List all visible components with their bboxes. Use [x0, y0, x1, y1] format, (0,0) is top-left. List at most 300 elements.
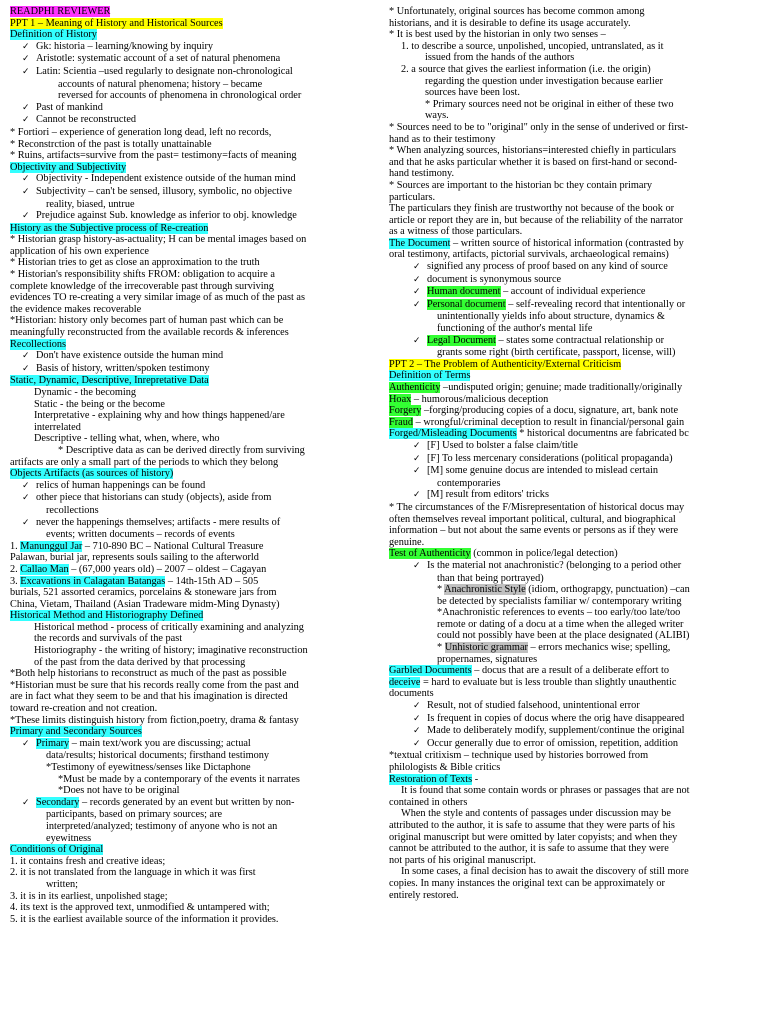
left-line: 3. Excavations in Calagatan Batangas – 14th-15th AD – 505 — [10, 575, 259, 587]
body-text: issued from the hands of the authors — [425, 52, 575, 64]
body-text: 3. it is in its earliest, unpolished stage; — [10, 890, 168, 902]
body-text: *Must be made by a contemporary of the events it narrates — [58, 773, 300, 785]
body-text: 2. it is not translated from the language in which it was first — [10, 867, 256, 879]
left-line: ✓ Secondary – records generated by an event but written by non- — [10, 797, 378, 810]
body-text: [F] To less mercenary considerations (political propaganda) — [427, 452, 673, 464]
body-text: 1. it contains fresh and creative ideas; — [10, 855, 166, 867]
highlighted-term: Forgery — [389, 405, 422, 417]
left-line — [10, 668, 378, 680]
body-text: * The circumstances of the F/Misrepresentation of historical docus may — [389, 501, 685, 513]
body-text: attributed to the author, it is safe to assume that they were parts of his — [389, 819, 675, 831]
body-text: Gk: historia – learning/knowing by inquiry — [36, 40, 214, 52]
right-line — [389, 465, 759, 478]
left-line — [10, 610, 378, 622]
right-line — [389, 843, 759, 855]
highlighted-term: Secondary — [36, 796, 80, 808]
checkmark-icon — [22, 480, 36, 491]
body-text: * Historian's responsibility shifts FROM: obligation to acquire a — [10, 269, 275, 281]
left-line — [10, 715, 378, 727]
left-line — [10, 327, 378, 339]
highlighted-heading: Definition of History — [10, 29, 97, 41]
checkmark-icon — [22, 517, 36, 528]
right-line — [389, 440, 759, 453]
right-line — [389, 785, 759, 797]
body-text: * It is best used by the historian in only two senses – — [389, 29, 606, 41]
right-line — [389, 215, 759, 227]
body-text: * Sources need to be to "original" only in the sense of underived or first- — [389, 121, 688, 133]
left-line — [10, 127, 378, 139]
body-text: article or report they are in, but because of the reliability of the narrator — [389, 214, 683, 226]
body-text: [M] some genuine docus are intended to mislead certain — [427, 465, 659, 477]
body-text: other piece that historians can study (objects), aside from — [36, 492, 272, 504]
left-line — [10, 79, 378, 91]
checkmark-icon — [22, 173, 36, 184]
left-line — [10, 114, 378, 127]
body-text: * Ruins, artifacts=survive from the past= testimony=facts of meaning — [10, 150, 297, 162]
left-line — [10, 657, 378, 669]
body-text: Latin: Scientia –used regularly to designate non-chronological — [36, 65, 293, 77]
body-text: hand as to their testimony — [389, 133, 496, 145]
left-line — [10, 914, 378, 926]
body-text: When the style and contents of passages under discussion may be — [401, 808, 671, 820]
body-text: cannot be attributed to the author, it is safe to assume that they were — [389, 843, 669, 855]
highlighted-term: Fraud — [389, 416, 414, 428]
left-line — [10, 457, 378, 469]
left-line — [10, 90, 378, 102]
body-text: 1. to describe a source, unpolished, uncopied, untranslated, as it — [401, 40, 664, 52]
left-line — [10, 186, 378, 199]
left-line — [10, 150, 378, 162]
left-line — [10, 234, 378, 246]
right-line — [389, 261, 759, 274]
body-text: original manuscript but were omitted by later copyists; and when they — [389, 831, 678, 843]
checkmark-icon — [22, 41, 36, 52]
body-text: The particulars they finish are trustworthy not because of the book or — [389, 203, 675, 215]
left-line — [10, 785, 378, 797]
body-text: Aristotle: systematic account of a set of natural phenomena — [36, 53, 281, 65]
body-text: Historiography - the writing of history; imaginative reconstruction — [34, 645, 308, 657]
right-line — [389, 359, 759, 371]
body-text: functioning of the author's mental life — [437, 323, 593, 335]
left-line — [10, 6, 378, 18]
body-text: information – but not about the same events or persons as if they were — [389, 525, 679, 537]
right-line — [389, 274, 759, 287]
body-text: Occur generally due to error of omission, repetition, addition — [427, 737, 679, 749]
body-text: * Unfortunately, original sources has become common among — [389, 6, 645, 17]
checkmark-icon — [22, 210, 36, 221]
body-text: * Primary sources need not be original in either of these two — [425, 98, 674, 110]
right-line — [389, 560, 759, 573]
body-text: data/results; historical documents; firsthand testimony — [46, 750, 270, 762]
right-line — [389, 713, 759, 726]
body-text: are in fact what they seem to be and that his imagination is directed — [10, 691, 288, 703]
body-text: eyewitness — [46, 832, 92, 844]
body-text: recollections — [46, 504, 99, 516]
body-text: of the past from the data derived by that processing — [34, 656, 246, 668]
right-line — [389, 596, 759, 608]
body-text: the evidence makes recoverable — [10, 303, 142, 315]
body-text: documents — [389, 688, 434, 700]
body-text: Interpretative - explaining why and how things happened/are — [34, 410, 285, 422]
body-text: reality, biased, untrue — [46, 198, 135, 210]
checkmark-icon — [413, 261, 427, 272]
right-line — [389, 203, 759, 215]
body-text: accounts of natural phenomena; history – became — [58, 78, 263, 90]
left-line — [10, 622, 378, 634]
body-text: * Descriptive data as can be derived directly from surviving — [58, 444, 305, 456]
left-line — [10, 821, 378, 833]
body-text: * Sources are important to the historian bc they contain primary — [389, 179, 653, 191]
left-line — [10, 891, 378, 903]
right-line — [389, 514, 759, 526]
checkmark-icon — [413, 299, 427, 310]
left-line — [10, 139, 378, 151]
right-line — [389, 226, 759, 238]
checkmark-icon — [413, 453, 427, 464]
body-text: * Historian grasp history-as-actuality; H can be mental images based on — [10, 234, 307, 246]
left-line — [10, 199, 378, 211]
right-line — [389, 41, 759, 53]
highlighted-term: The Document — [389, 237, 451, 249]
checkmark-icon — [413, 274, 427, 285]
right-line: ✓ Personal document – self-revealing record that intentionally or — [389, 299, 759, 312]
right-line — [389, 311, 759, 323]
right-line — [389, 453, 759, 466]
highlighted-term: Legal Document — [427, 334, 496, 346]
checkmark-icon — [22, 492, 36, 503]
checkmark-icon — [413, 713, 427, 724]
body-text: Descriptive - telling what, when, where, who — [34, 433, 220, 445]
body-text: toward re-creation and not creation. — [10, 703, 158, 715]
left-line — [10, 18, 378, 30]
checkmark-icon — [413, 440, 427, 451]
body-text: burials, 521 assorted ceramics, porcelains & stoneware jars from — [10, 587, 277, 599]
right-line — [389, 525, 759, 537]
body-text: and that he asks particular whether it is based on first-hand or second- — [389, 156, 678, 168]
left-line — [10, 762, 378, 774]
highlighted-heading: Primary and Secondary Sources — [10, 726, 142, 738]
checkmark-icon — [22, 738, 36, 749]
left-line — [10, 809, 378, 821]
right-line — [389, 630, 759, 642]
body-text: ways. — [425, 110, 449, 122]
body-text: meaningfully reconstructed from the available records & inferences — [10, 327, 289, 339]
left-line — [10, 856, 378, 868]
body-text: sources have been lost. — [425, 87, 520, 99]
left-line — [10, 304, 378, 316]
right-line — [389, 157, 759, 169]
left-line — [10, 53, 378, 66]
checkmark-icon — [413, 725, 427, 736]
highlighted-heading: READPHI REVIEWER — [10, 6, 111, 17]
left-line — [10, 269, 378, 281]
right-line — [389, 688, 759, 700]
checkmark-icon — [22, 363, 36, 374]
body-text: often themselves reveal important political, cultural, and biographical — [389, 513, 676, 525]
body-text: not parts of his original manuscript. — [389, 854, 536, 866]
body-text: document is synonymous source — [427, 273, 562, 285]
right-line — [389, 654, 759, 666]
body-text: 4. its text is the approved text, unmodified & untampered with; — [10, 902, 270, 914]
checkmark-icon — [413, 738, 427, 749]
highlighted-term: deceive — [389, 676, 421, 688]
checkmark-icon — [22, 102, 36, 113]
body-text: Static - the being or the become — [34, 398, 165, 410]
highlighted-term: Hoax — [389, 393, 412, 405]
left-line — [10, 505, 378, 517]
left-line — [10, 645, 378, 657]
body-text: never the happenings themselves; artifacts - mere results of — [36, 516, 281, 528]
body-text: reversed for accounts of phenomena in chronological order — [58, 90, 302, 102]
right-line: Forged/Misleading Documents * historical documentns are fabricated bc — [389, 428, 689, 440]
highlighted-heading: Objects Artifacts (as sources of history) — [10, 468, 174, 480]
body-text: 5. it is the earliest available source of the information it provides. — [10, 913, 279, 925]
body-text: *Historian: history only becomes part of human past which can be — [10, 315, 284, 327]
right-line — [389, 750, 759, 762]
right-line — [389, 168, 759, 180]
body-text: regarding the question under investigation because earlier — [425, 75, 663, 87]
body-text: Basis of history, written/spoken testimony — [36, 362, 210, 374]
highlighted-term: Authenticity — [389, 382, 441, 393]
right-line — [389, 99, 759, 111]
highlighted-heading: Historical Method and Historiography Defined — [10, 610, 204, 622]
highlighted-term: Personal document — [427, 298, 506, 310]
left-line — [10, 529, 378, 541]
body-text: Is the material not anachronistic? (belonging to a period other — [427, 559, 682, 571]
left-line — [10, 41, 378, 54]
body-text: Past of mankind — [36, 101, 103, 113]
right-line: deceive = hard to evaluate but is less trouble than slightly unauthentic — [389, 676, 677, 688]
left-line — [10, 422, 378, 434]
highlighted-term: Excavations in Calagatan Batangas — [20, 575, 166, 587]
checkmark-icon — [413, 700, 427, 711]
right-line: Hoax – humorous/malicious deception — [389, 393, 549, 405]
right-line: Forgery –forging/producing copies of a docu, signature, art, bank note — [389, 405, 679, 417]
right-line — [389, 878, 759, 890]
right-line: Fraud – wrongful/criminal deception to result in financial/personal gain — [389, 416, 685, 428]
body-text: *Does not have to be original — [58, 785, 180, 797]
highlighted-heading: PPT 1 – Meaning of History and Historical Sources — [10, 17, 223, 29]
body-text: [F] Used to bolster a false claim/title — [427, 439, 578, 451]
body-text: contemporaries — [437, 477, 501, 489]
left-line: 2. Callao Man – (67,000 years old) – 2007 – oldest – Cagayan — [10, 563, 267, 575]
left-line — [10, 445, 378, 457]
right-line — [389, 725, 759, 738]
highlighted-term: Human document — [427, 286, 501, 298]
body-text: It is found that some contain words or phrases or passages that are not — [401, 785, 690, 797]
body-text: remote or dating of a docu at a time when the alleged writer — [437, 618, 684, 630]
checkmark-icon — [22, 114, 36, 125]
body-text: Result, not of studied falsehood, unintentional error — [427, 700, 640, 712]
highlighted-term: Test of Authenticity — [389, 548, 471, 560]
right-line: ✓ Legal Document – states some contractual relationship or — [389, 335, 759, 348]
left-line — [10, 726, 378, 738]
checkmark-icon — [413, 465, 427, 476]
right-line — [389, 573, 759, 585]
body-text: copies. In many instances the original text can be approximately or — [389, 877, 665, 889]
left-line — [10, 844, 378, 856]
right-line — [389, 808, 759, 820]
body-text: events; written documents – records of events — [46, 529, 235, 541]
body-text: *Historian must be sure that his records really come from the past and — [10, 679, 299, 691]
right-line: Garbled Documents – docus that are a result of a deliberate effort to — [389, 665, 670, 677]
left-line — [10, 162, 378, 174]
left-line — [10, 680, 378, 692]
body-text: interrelated — [34, 421, 81, 433]
left-line — [10, 879, 378, 891]
body-text: contained in others — [389, 796, 468, 808]
body-text: genuine. — [389, 536, 425, 548]
body-text: [M] result from editors' tricks — [427, 489, 549, 501]
left-line — [10, 492, 378, 505]
body-text: grants some right (birth certificate, passport, license, will) — [437, 347, 676, 359]
left-line — [10, 587, 378, 599]
body-text: * Historian tries to get as close an approximation to the truth — [10, 257, 260, 269]
body-text: evidences TO re-creating a very similar image of as much of the past as — [10, 292, 305, 304]
left-line — [10, 387, 378, 399]
left-line — [10, 691, 378, 703]
body-text: Cannot be reconstructed — [36, 114, 137, 126]
body-text: 2. a source that gives the earliest information (i.e. the origin) — [401, 63, 651, 75]
left-line — [10, 29, 378, 41]
right-line — [389, 619, 759, 631]
right-line — [389, 700, 759, 713]
body-text: * Reconstrction of the past is totally unattainable — [10, 138, 212, 150]
left-line — [10, 375, 378, 387]
left-line: ✓ Primary – main text/work you are discussing; actual — [10, 738, 378, 751]
left-line — [10, 902, 378, 914]
left-line — [10, 633, 378, 645]
right-line — [389, 6, 759, 18]
body-text: China, Vietam, Thailand (Asian Tradeware midm-Ming Dynasty) — [10, 598, 280, 610]
body-text: relics of human happenings can be found — [36, 479, 206, 491]
left-line — [10, 210, 378, 223]
highlighted-term: Restoration of Texts — [389, 773, 473, 785]
highlighted-term: Garbled Documents — [389, 665, 472, 677]
highlighted-heading: Conditions of Original — [10, 844, 104, 856]
body-text: historians, and it is desirable to define its usage accurately. — [389, 17, 631, 29]
highlighted-term: Anachronistic Style — [444, 584, 526, 596]
left-line — [10, 292, 378, 304]
right-line — [389, 832, 759, 844]
highlighted-heading: Recollections — [10, 338, 67, 350]
checkmark-icon — [22, 53, 36, 64]
body-text: Historical method - process of critically examining and analyzing — [34, 621, 304, 633]
left-line — [10, 350, 378, 363]
right-line — [389, 489, 759, 502]
body-text: signified any process of proof based on any kind of source — [427, 261, 668, 273]
left-line — [10, 410, 378, 422]
left-line — [10, 774, 378, 786]
highlighted-heading: PPT 2 – The Problem of Authenticity/External Criticism — [389, 358, 622, 370]
right-line: Restoration of Texts - — [389, 773, 479, 785]
body-text: * When analyzing sources, historians=interested chiefly in particulars — [389, 145, 676, 157]
body-text: *Both help historians to reconstruct as much of the past as possible — [10, 668, 287, 680]
left-line — [10, 552, 378, 564]
body-text: Made to deliberately modify, supplement/continue the original — [427, 725, 685, 737]
left-line — [10, 468, 378, 480]
left-line — [10, 173, 378, 186]
body-text: *Testimony of eyewitness/senses like Dictaphone — [46, 762, 251, 773]
highlighted-term: Manunggul Jar — [20, 540, 83, 552]
right-line — [389, 762, 759, 774]
left-line — [10, 339, 378, 351]
right-line — [389, 855, 759, 867]
right-line — [389, 249, 759, 261]
right-line — [389, 738, 759, 751]
right-line — [389, 52, 759, 64]
highlighted-term: Primary — [36, 737, 70, 749]
body-text: entirely restored. — [389, 889, 459, 901]
body-text: oral testimony, artifacts, pictorial survivals, archaeological remains) — [389, 249, 669, 261]
right-line — [389, 820, 759, 832]
checkmark-icon — [22, 797, 36, 808]
body-text: Dynamic - the becoming — [34, 387, 137, 398]
highlighted-term: Unhistoric grammar — [444, 642, 528, 654]
right-line — [389, 192, 759, 204]
body-text: In some cases, a final decision has to await the discovery of still more — [401, 866, 689, 878]
left-line — [10, 102, 378, 115]
body-text: interpreted/analyzed; testimony of anyone who is not an — [46, 820, 278, 832]
right-line — [389, 797, 759, 809]
body-text: hand testimony. — [389, 168, 455, 180]
right-line — [389, 180, 759, 192]
body-text: *These limits distinguish history from fiction,poetry, drama & fantasy — [10, 714, 299, 726]
body-text: than that being portrayed) — [437, 572, 544, 584]
right-line — [389, 29, 759, 41]
left-line — [10, 257, 378, 269]
body-text: Is frequent in copies of docus where the orig have disappeared — [427, 712, 685, 724]
right-column — [389, 6, 759, 901]
right-line — [389, 478, 759, 490]
body-text: particulars. — [389, 191, 436, 203]
left-line — [10, 399, 378, 411]
right-line — [389, 134, 759, 146]
left-line — [10, 599, 378, 611]
right-line — [389, 502, 759, 514]
right-line — [389, 18, 759, 30]
right-line — [389, 64, 759, 76]
right-line — [389, 866, 759, 878]
right-line — [389, 607, 759, 619]
left-line — [10, 833, 378, 845]
right-line — [389, 370, 759, 382]
checkmark-icon — [22, 186, 36, 197]
checkmark-icon — [413, 335, 427, 346]
right-line — [389, 110, 759, 122]
body-text: written; — [46, 878, 79, 890]
checkmark-icon — [413, 286, 427, 297]
body-text: the records and survivals of the past — [34, 633, 183, 645]
body-text: * Fortiori – experience of generation long dead, left no records, — [10, 126, 272, 138]
body-text: application of his own experience — [10, 245, 149, 257]
checkmark-icon — [413, 489, 427, 500]
body-text: *Anachronistic references to events – too early/too late/too — [437, 607, 681, 619]
right-line — [389, 76, 759, 88]
left-line — [10, 315, 378, 327]
left-line — [10, 66, 378, 79]
body-text: Prejudice against Sub. knowledge as inferior to obj. knowledge — [36, 210, 297, 222]
body-text: philologists & Bible critics — [389, 762, 501, 773]
body-text: as a witness of those particulars. — [389, 226, 523, 238]
right-line — [389, 323, 759, 335]
left-column — [10, 6, 378, 925]
left-line — [10, 750, 378, 762]
checkmark-icon — [413, 560, 427, 571]
right-line — [389, 87, 759, 99]
body-text: Palawan, burial jar, represents souls sailing to the afterworld — [10, 552, 259, 564]
highlighted-heading: Static, Dynamic, Descriptive, Inrepretative Data — [10, 375, 209, 387]
